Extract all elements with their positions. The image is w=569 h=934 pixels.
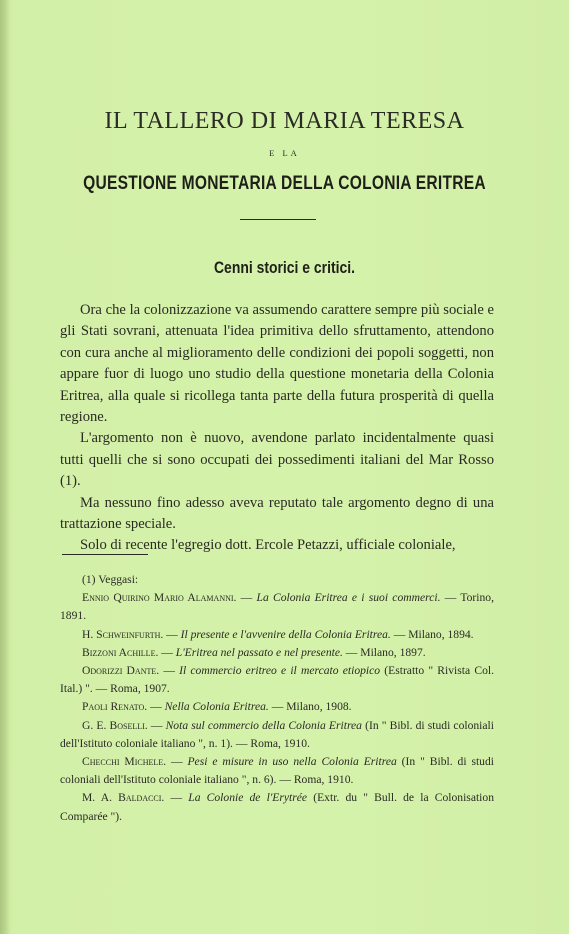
footnote-divider bbox=[62, 554, 148, 555]
footnote-work: Il commercio eritreo e il mercato etiopico bbox=[179, 664, 381, 678]
page-title: IL TALLERO DI MARIA TERESA bbox=[104, 108, 465, 134]
footnote-separator: — bbox=[236, 591, 257, 605]
footnote-details: — Torino, 1891. bbox=[60, 591, 495, 623]
footnote-author: Bizzoni Achille. bbox=[82, 645, 159, 659]
section-heading: Cenni storici e critici. bbox=[213, 258, 355, 277]
footnote-author: Odorizzi Dante. bbox=[82, 664, 160, 678]
footnote-author: Paoli Renato. bbox=[82, 700, 148, 714]
footnote-entry bbox=[60, 717, 494, 753]
footnote-separator: — bbox=[163, 627, 181, 641]
body-text bbox=[60, 300, 494, 557]
footnote-details: — Milano, 1908. bbox=[268, 700, 352, 714]
footnote-separator: — bbox=[158, 645, 176, 659]
paragraph: Solo di recente l'egregio dott. Ercole Petazzi, ufficiale coloniale, bbox=[80, 537, 456, 554]
paragraph: Ora che la colonizzazione va assumendo carattere sempre più sociale e gli Stati sovrani, attenuata l'idea primitiva dello sfruttamento, attendono con cura anche al miglioramento delle condizioni dei popoli soggetti, non appare fuor di luogo uno studio della questione monetaria della Colonia Eritrea, alla quale si ricollega tanta parte della futura prosperità di quella regione. bbox=[60, 302, 494, 426]
footnote-separator: — bbox=[166, 755, 188, 769]
footnote-entry bbox=[60, 644, 494, 662]
footnote-author: H. Schweinfurth. bbox=[82, 627, 164, 641]
footnote-separator: — bbox=[164, 791, 189, 805]
footnote-author: M. A. Baldacci. bbox=[82, 791, 165, 805]
footnote-entry bbox=[60, 662, 494, 698]
footnote-author: Ennio Quirino Mario Alamanni. bbox=[82, 591, 237, 605]
footnotes bbox=[60, 571, 494, 826]
footnote-details: (In " Bibl. di studi coloniali dell'Istituto coloniale italiano ", n. 1). — Roma, 1910. bbox=[60, 718, 494, 750]
footnote-author: G. E. Boselli. bbox=[82, 718, 148, 732]
footnote-separator: — bbox=[159, 664, 180, 678]
footnote-work: Nota sul commercio della Colonia Eritrea bbox=[165, 718, 362, 732]
footnote-work: Pesi e misure in uso nella Colonia Eritrea bbox=[187, 755, 397, 769]
footnote-separator: — bbox=[147, 700, 165, 714]
footnote-work: La Colonie de l'Erytrée bbox=[188, 791, 308, 805]
page-subtitle: QUESTIONE MONETARIA DELLA COLONIA ERITREA bbox=[83, 173, 486, 194]
footnote-work: Nella Colonia Eritrea. bbox=[164, 700, 269, 714]
footnote-details: (Estratto " Rivista Col. Ital.) ". — Roma, 1907. bbox=[60, 664, 494, 696]
footnote-separator: — bbox=[147, 718, 166, 732]
footnote-entry bbox=[60, 698, 494, 716]
footnote-work: L'Eritrea nel passato e nel presente. bbox=[175, 645, 343, 659]
footnote-entry bbox=[60, 789, 494, 825]
title-conjunction: E LA bbox=[269, 148, 300, 158]
title-divider bbox=[240, 219, 316, 220]
footnote-details: (Extr. du " Bull. de la Colonisation Comparée "). bbox=[60, 791, 495, 823]
footnote-details: — Milano, 1897. bbox=[342, 645, 426, 659]
footnote-author: Checchi Michele. bbox=[82, 755, 167, 769]
paragraph: Ma nessuno fino adesso aveva reputato tale argomento degno di una trattazione speciale. bbox=[60, 494, 494, 533]
footnote-work: La Colonia Eritrea e i suoi commerci. bbox=[256, 591, 441, 605]
page-edge-shadow bbox=[0, 0, 10, 934]
paragraph: L'argomento non è nuovo, avendone parlato incidentalmente quasi tutti quelli che si sono occupati dei possedimenti italiani del Mar Rosso (1). bbox=[60, 430, 494, 490]
footnote-entry bbox=[60, 753, 494, 789]
footnote-entry bbox=[60, 589, 494, 625]
footnote-entry bbox=[60, 626, 494, 644]
footnote-details: — Milano, 1894. bbox=[390, 627, 474, 641]
footnote-details: (In " Bibl. di studi coloniali dell'Istituto coloniale italiano ", n. 6). — Roma, 1910. bbox=[60, 755, 494, 787]
footnote-work: Il presente e l'avvenire della Colonia Eritrea. bbox=[180, 627, 391, 641]
footnote-intro: (1) Veggasi: bbox=[82, 573, 139, 586]
footnote-list bbox=[60, 589, 494, 826]
